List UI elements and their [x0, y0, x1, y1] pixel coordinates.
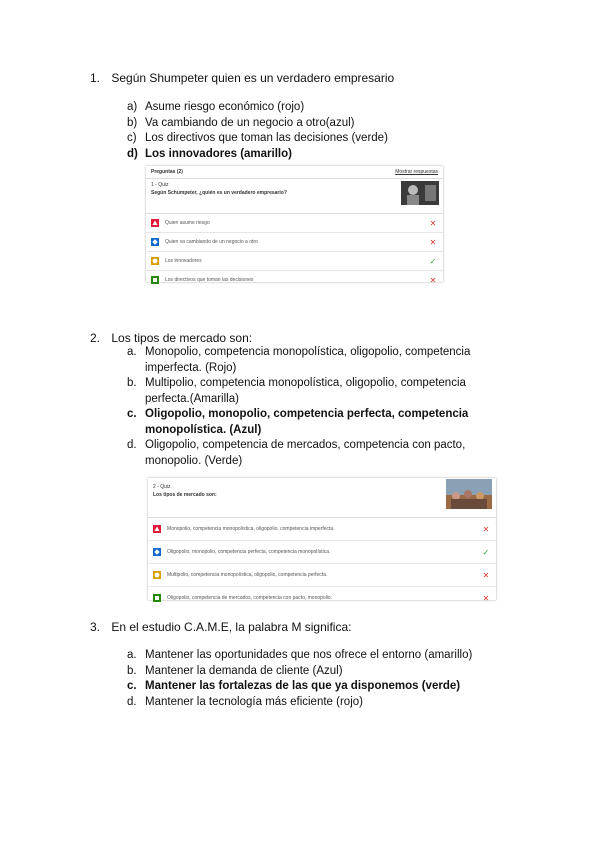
- wrong-icon: ✕: [482, 524, 490, 534]
- question-3: [90, 620, 351, 634]
- wrong-icon: ✕: [482, 570, 490, 580]
- question-number: 2.: [90, 331, 101, 345]
- options-list-1: [127, 100, 527, 162]
- circle-icon: [153, 571, 161, 579]
- card-header-title: Preguntas (2): [151, 169, 183, 175]
- quiz-card-1: [146, 166, 443, 285]
- answer-row: Los innovadores ✓: [146, 252, 443, 271]
- option-d: d. Mantener la tecnología más eficiente (rojo): [127, 695, 363, 708]
- option-a: a. Monopolio, competencia monopolística, oligopolio, competencia imperfecta. (Rojo): [127, 346, 471, 374]
- question-image: [401, 181, 439, 205]
- question-1: [90, 71, 394, 85]
- option-b: b. Mantener la demanda de cliente (Azul): [127, 664, 343, 677]
- option-c: c. Oligopolio, monopolio, competencia perfecta, competencia monopolística. (Azul): [127, 408, 469, 436]
- card-question: [148, 478, 496, 518]
- question-text: En el estudio C.A.M.E, la palabra M significa:: [111, 620, 352, 634]
- answer-row: Oligopolio, monopolio, competencia perfecta, competencia monopolística. ✓: [148, 541, 496, 564]
- question-2: [90, 331, 252, 345]
- card-question-label: 1 - Quiz: [151, 182, 169, 188]
- option-d: d) Los innovadores (amarillo): [127, 147, 292, 160]
- card-question-text: Los tipos de mercado son:: [153, 492, 217, 498]
- question-image: [446, 479, 492, 509]
- triangle-icon: [153, 525, 161, 533]
- question-number: 1.: [90, 71, 101, 85]
- square-icon: [151, 276, 159, 284]
- option-a: a. Mantener las oportunidades que nos ofrece el entorno (amarillo): [127, 649, 473, 661]
- option-c: c) Los directivos que toman las decisiones (verde): [127, 132, 388, 144]
- answer-row: Monopolio, competencia monopolística, oligopolio, competencia imperfecta. ✕: [148, 518, 496, 541]
- card-question-text: Según Schumpeter, ¿quién es un verdadero empresario?: [151, 190, 287, 196]
- answer-row: Los directivos que toman las decisiones ✕: [146, 271, 443, 289]
- check-icon: ✓: [429, 256, 437, 266]
- card-header: [146, 166, 443, 179]
- check-icon: ✓: [482, 547, 490, 557]
- answer-row: Oligopolio, competencia de mercados, competencia con pacto, monopolio. ✕: [148, 587, 496, 609]
- answer-row: Multipolio, competencia monopolística, oligopolio, competencia perfecta. ✕: [148, 564, 496, 587]
- answer-row: Quien va cambiando de un negocio a otro ✕: [146, 233, 443, 252]
- option-b: b. Multipolio, competencia monopolística, oligopolio, competencia perfecta.(Amarilla): [127, 377, 466, 405]
- diamond-icon: [151, 238, 159, 246]
- square-icon: [153, 594, 161, 602]
- option-b: b) Va cambiando de un negocio a otro(azul): [127, 116, 355, 129]
- wrong-icon: ✕: [429, 218, 437, 228]
- question-number: 3.: [90, 620, 101, 634]
- option-a: a) Asume riesgo económico (rojo): [127, 101, 305, 113]
- question-text: Según Shumpeter quien es un verdadero empresario: [111, 71, 395, 85]
- options-list-2: [127, 345, 522, 469]
- diamond-icon: [153, 548, 161, 556]
- question-text: Los tipos de mercado son:: [111, 331, 253, 345]
- card-question: [146, 179, 443, 214]
- answer-row: Quien asume riesgo ✕: [146, 214, 443, 233]
- triangle-icon: [151, 219, 159, 227]
- show-answers-link[interactable]: Mostrar respuestas: [395, 169, 438, 175]
- circle-icon: [151, 257, 159, 265]
- wrong-icon: ✕: [429, 237, 437, 247]
- option-d: d. Oligopolio, competencia de mercados, competencia con pacto, monopolio. (Verde): [127, 439, 466, 467]
- wrong-icon: ✕: [429, 275, 437, 285]
- card-question-label: 2 - Quiz: [153, 484, 171, 490]
- option-c: c. Mantener las fortalezas de las que ya disponemos (verde): [127, 680, 461, 692]
- quiz-card-2: [148, 478, 496, 603]
- options-list-3: [127, 648, 547, 710]
- wrong-icon: ✕: [482, 593, 490, 603]
